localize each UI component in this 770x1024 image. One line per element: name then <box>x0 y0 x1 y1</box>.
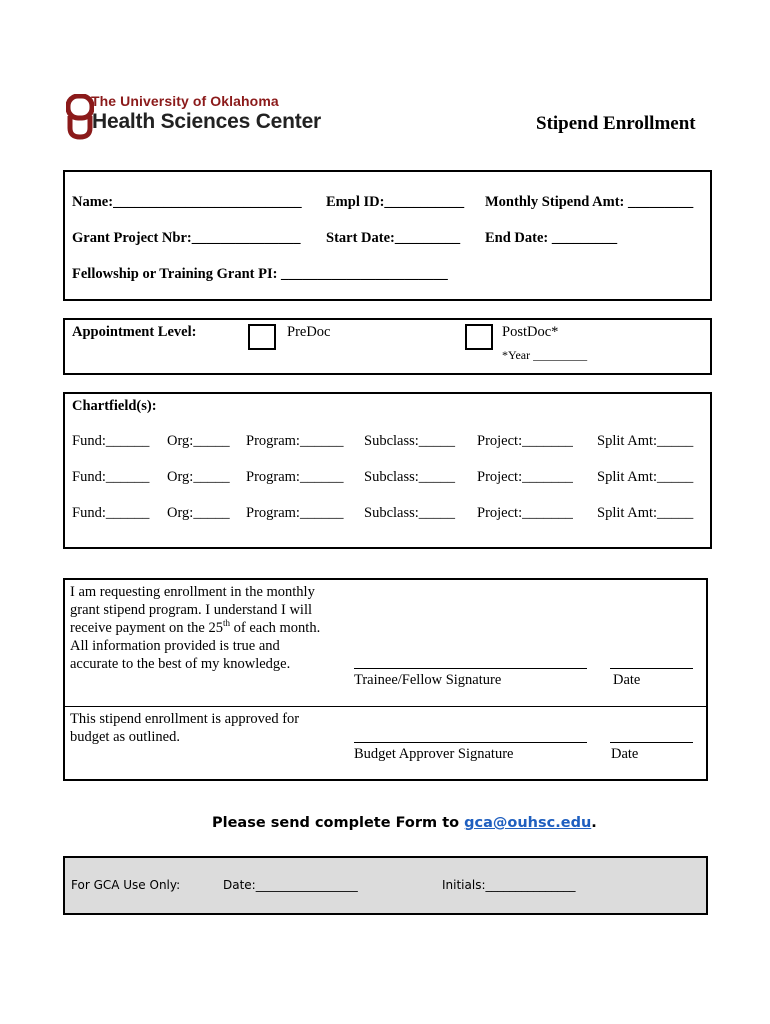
certification-statement <box>70 583 320 673</box>
end-date-field[interactable]: End Date: _________ <box>485 230 618 246</box>
employee-info-section <box>63 170 712 301</box>
send-period: . <box>591 815 597 831</box>
fund-field[interactable]: Fund:______ <box>72 469 150 485</box>
cert-line: receive payment on the 25th of each month. <box>70 618 321 636</box>
program-field[interactable]: Program:______ <box>246 469 344 485</box>
send-text: Please send complete Form to <box>212 815 465 831</box>
logo-university-name: The University of Oklahoma <box>91 93 279 109</box>
gca-initials-field[interactable]: Initials:_______________ <box>442 878 576 892</box>
cert-line: All information provided is true and <box>70 638 280 654</box>
send-instruction <box>212 815 597 831</box>
approval-statement <box>70 710 299 746</box>
appointment-label: Appointment Level: <box>72 324 197 340</box>
email-link[interactable]: gca@ouhsc.edu <box>464 815 592 831</box>
cert-line: grant stipend program. I understand I will <box>70 602 313 618</box>
split-amt-field[interactable]: Split Amt:_____ <box>597 505 694 521</box>
org-field[interactable]: Org:_____ <box>167 469 230 485</box>
program-field[interactable]: Program:______ <box>246 505 344 521</box>
ou-logo-icon <box>66 94 94 140</box>
start-date-field[interactable]: Start Date:_________ <box>326 230 461 246</box>
subclass-field[interactable]: Subclass:_____ <box>364 505 456 521</box>
approver-signature-line[interactable] <box>354 742 587 743</box>
appointment-section <box>63 318 712 375</box>
trainee-signature-line[interactable] <box>354 668 587 669</box>
org-field[interactable]: Org:_____ <box>167 433 230 449</box>
gca-date-field[interactable]: Date:_________________ <box>223 878 358 892</box>
cert-line: accurate to the best of my knowledge. <box>70 656 291 672</box>
project-field[interactable]: Project:_______ <box>477 433 573 449</box>
trainee-date-label: Date <box>613 672 641 688</box>
section-divider <box>65 706 706 707</box>
predoc-checkbox[interactable] <box>248 324 276 350</box>
subclass-field[interactable]: Subclass:_____ <box>364 469 456 485</box>
pi-field[interactable]: Fellowship or Training Grant PI: _______________________ <box>72 266 448 282</box>
project-field[interactable]: Project:_______ <box>477 469 573 485</box>
empl-id-field[interactable]: Empl ID:___________ <box>326 194 465 210</box>
approver-date-line[interactable] <box>610 742 693 743</box>
org-field[interactable]: Org:_____ <box>167 505 230 521</box>
cert-line: I am requesting enrollment in the monthly <box>70 584 315 600</box>
chartfields-section <box>63 392 712 549</box>
predoc-label: PreDoc <box>287 324 331 340</box>
fund-field[interactable]: Fund:______ <box>72 505 150 521</box>
chartfields-heading: Chartfield(s): <box>72 398 157 414</box>
project-field[interactable]: Project:_______ <box>477 505 573 521</box>
subclass-field[interactable]: Subclass:_____ <box>364 433 456 449</box>
approval-line: budget as outlined. <box>70 729 180 745</box>
trainee-signature-label: Trainee/Fellow Signature <box>354 672 502 688</box>
logo <box>66 94 346 142</box>
postdoc-label: PostDoc* <box>502 324 559 340</box>
split-amt-field[interactable]: Split Amt:_____ <box>597 469 694 485</box>
postdoc-checkbox[interactable] <box>465 324 493 350</box>
gca-use-only-section <box>63 856 708 915</box>
page-title: Stipend Enrollment <box>536 113 696 134</box>
approver-date-label: Date <box>611 746 639 762</box>
program-field[interactable]: Program:______ <box>246 433 344 449</box>
approver-signature-label: Budget Approver Signature <box>354 746 514 762</box>
gca-label: For GCA Use Only: <box>71 878 181 892</box>
signature-section <box>63 578 708 781</box>
name-field[interactable]: Name:__________________________ <box>72 194 302 210</box>
trainee-date-line[interactable] <box>610 668 693 669</box>
monthly-stipend-field[interactable]: Monthly Stipend Amt: _________ <box>485 194 694 210</box>
grant-project-field[interactable]: Grant Project Nbr:_______________ <box>72 230 301 246</box>
fund-field[interactable]: Fund:______ <box>72 433 150 449</box>
split-amt-field[interactable]: Split Amt:_____ <box>597 433 694 449</box>
approval-line: This stipend enrollment is approved for <box>70 711 300 727</box>
logo-center-name: Health Sciences Center <box>92 110 322 133</box>
year-field[interactable]: *Year _________ <box>502 348 588 362</box>
